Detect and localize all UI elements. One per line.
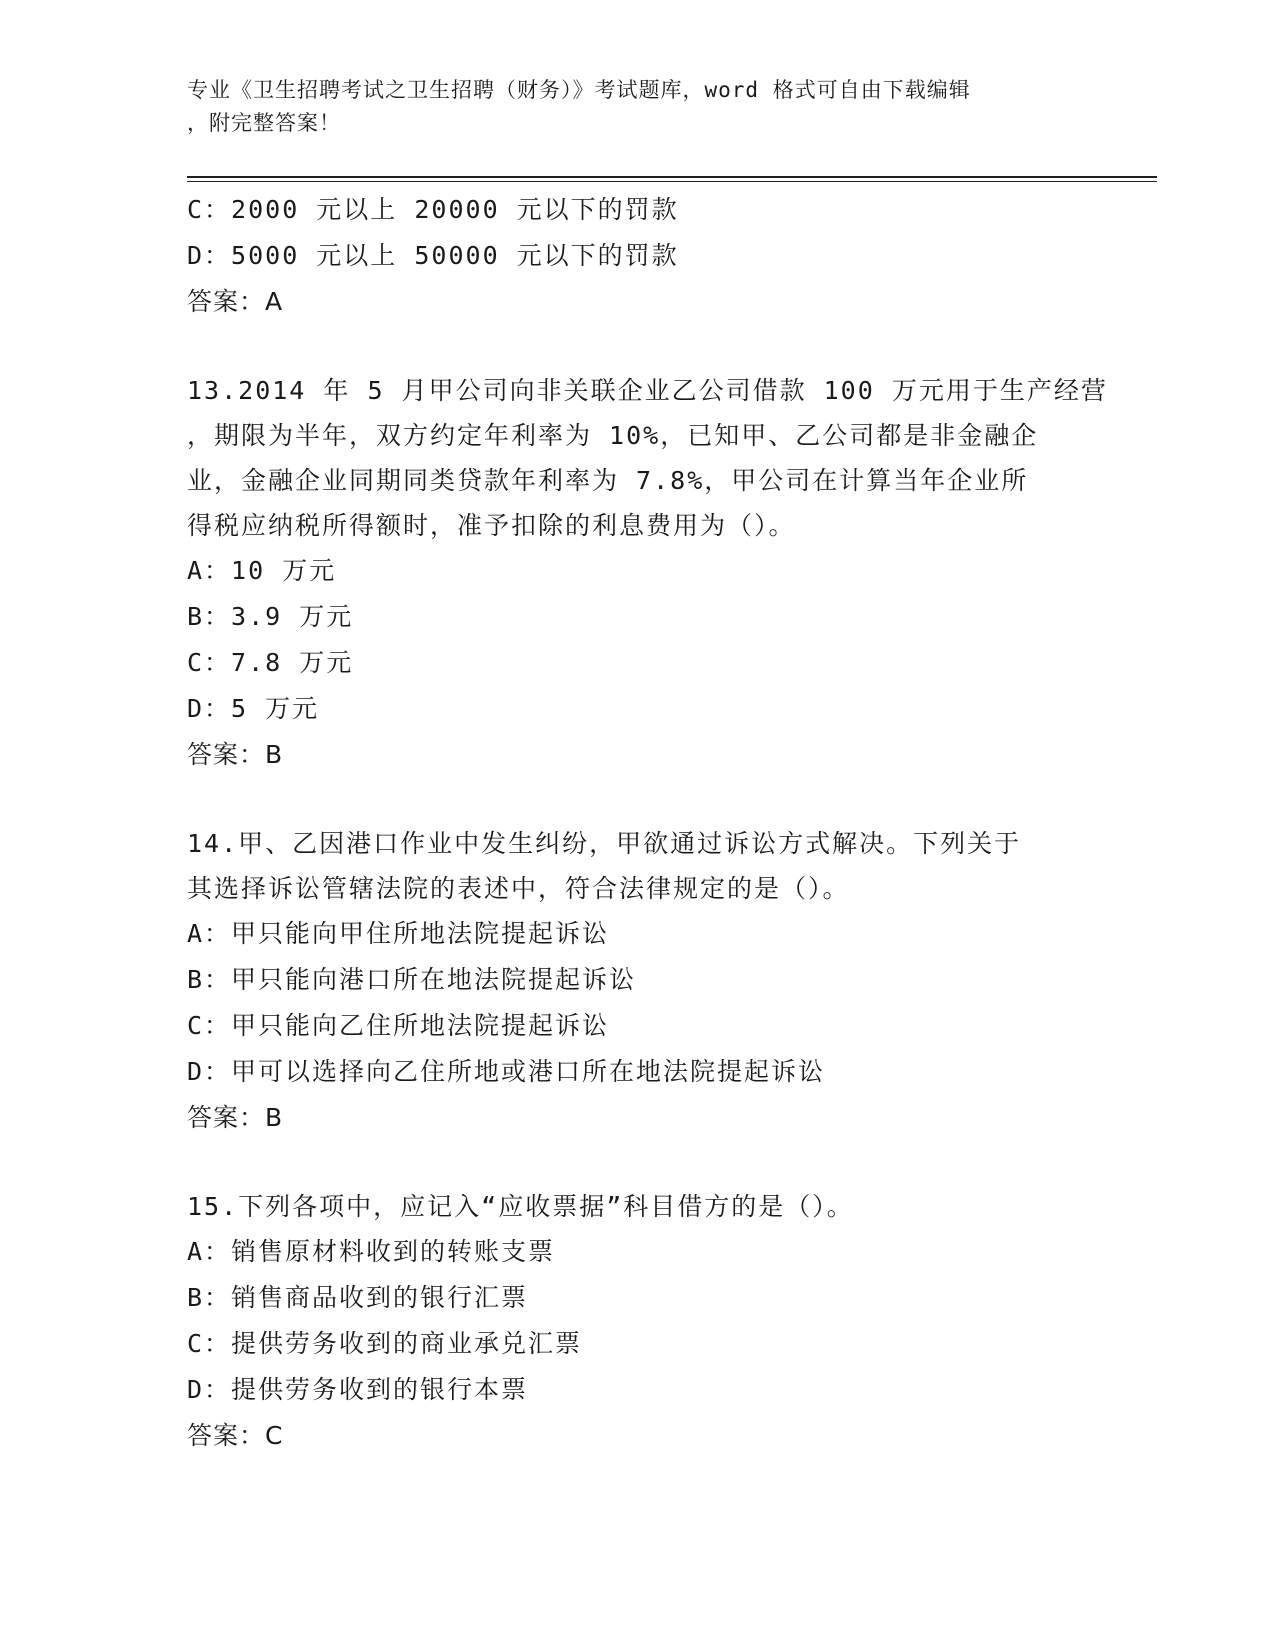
question-text: 得税应纳税所得额时，准予扣除的利息费用为（）。 (187, 511, 796, 540)
answer-line: 答案：A (187, 287, 284, 316)
question-text: 业，金融企业同期同类贷款年利率为 7.8%，甲公司在计算当年企业所 (187, 466, 1029, 495)
header-divider (187, 176, 1157, 178)
question-block-12 (187, 187, 1087, 325)
question-list (187, 187, 1108, 1459)
question-text: 15.下列各项中，应记入“应收票据”科目借方的是（）。 (187, 1192, 854, 1221)
header-divider (187, 181, 1157, 182)
spacer (187, 1141, 1087, 1184)
spacer (187, 325, 1087, 368)
option-a: A：销售原材料收到的转账支票 (187, 1237, 556, 1266)
question-text: 14.甲、乙因港口作业中发生纠纷，甲欲通过诉讼方式解决。下列关于 (187, 829, 1022, 858)
question-block-15 (187, 1184, 1087, 1459)
option-d: D：5 万元 (187, 694, 320, 723)
option-b: B：3.9 万元 (187, 602, 354, 631)
option-c: C：甲只能向乙住所地法院提起诉讼 (187, 1011, 610, 1040)
option-d: D：5000 元以上 50000 元以下的罚款 (187, 241, 679, 270)
option-c: C：提供劳务收到的商业承兑汇票 (187, 1329, 583, 1358)
question-block-14 (187, 821, 1087, 1141)
option-a: A：10 万元 (187, 556, 337, 585)
question-block-13 (187, 368, 1108, 778)
answer-line: 答案：B (187, 1103, 284, 1132)
option-b: B：甲只能向港口所在地法院提起诉讼 (187, 965, 637, 994)
question-text: ，期限为半年，双方约定年利率为 10%，已知甲、乙公司都是非金融企 (187, 421, 1039, 450)
option-a: A：甲只能向甲住所地法院提起诉讼 (187, 919, 610, 948)
option-b: B：销售商品收到的银行汇票 (187, 1283, 529, 1312)
answer-line: 答案：B (187, 740, 284, 769)
header-line: ，附完整答案！ (187, 111, 341, 135)
header-line: 专业《卫生招聘考试之卫生招聘（财务）》考试题库，word 格式可自由下载编辑 (187, 78, 971, 102)
option-c: C：7.8 万元 (187, 648, 354, 677)
option-d: D：甲可以选择向乙住所地或港口所在地法院提起诉讼 (187, 1057, 826, 1086)
page-header (187, 74, 1087, 140)
option-d: D：提供劳务收到的银行本票 (187, 1375, 529, 1404)
question-text: 13.2014 年 5 月甲公司向非关联企业乙公司借款 100 万元用于生产经营 (187, 376, 1108, 405)
option-c: C：2000 元以上 20000 元以下的罚款 (187, 195, 679, 224)
answer-line: 答案：C (187, 1421, 284, 1450)
question-text: 其选择诉讼管辖法院的表述中，符合法律规定的是（）。 (187, 874, 850, 903)
spacer (187, 778, 1087, 821)
